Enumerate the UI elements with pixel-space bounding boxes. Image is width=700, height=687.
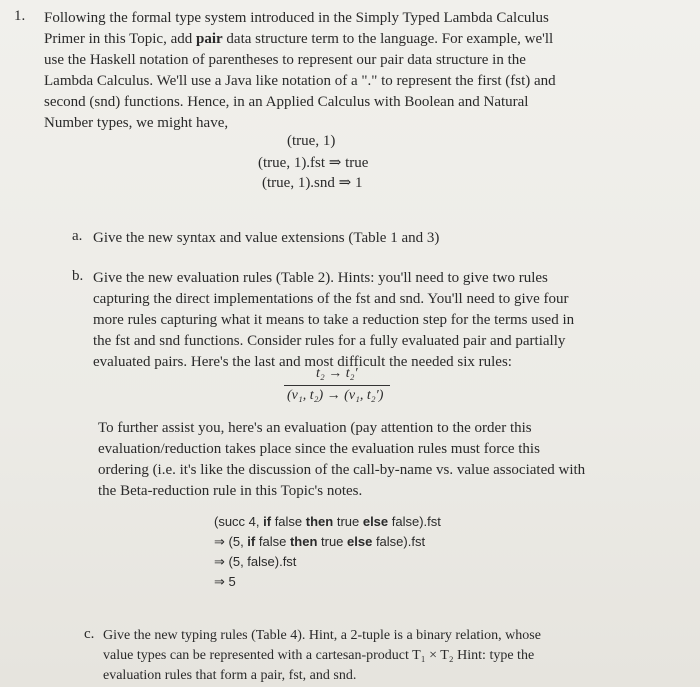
eval-step-3: ⇒ (5, false).fst xyxy=(214,554,297,569)
evaluation-steps xyxy=(214,512,441,592)
part-c-text xyxy=(103,626,541,686)
question-intro xyxy=(44,8,664,134)
part-b-line-4: the fst and snd functions. Consider rules for a fully evaluated pair and partially xyxy=(93,333,566,349)
bold-pair: pair xyxy=(196,31,223,47)
eval-step-1: (succ 4, if false then true else false).fst xyxy=(214,514,441,529)
eval-step-2: ⇒ (5, if false then true else false).fst xyxy=(214,534,426,549)
part-b-letter: b. xyxy=(72,268,84,284)
part-c-line-3: evaluation rules that form a pair, fst, and snd. xyxy=(103,668,357,683)
intro-line-4: Lambda Calculus. We'll use a Java like notation of a "." to represent the first (fst) and xyxy=(44,73,556,89)
intro-line-3: use the Haskell notation of parentheses to represent our pair data structure in the xyxy=(44,52,526,68)
rule-premise: t₂ → t₂′ xyxy=(316,366,358,381)
eval-step-4: ⇒ 5 xyxy=(214,574,236,589)
part-b-line-2: capturing the direct implementations of the fst and snd. You'll need to give four xyxy=(93,291,569,307)
assist-line-3: ordering (i.e. it's like the discussion of the call-by-name vs. value associated with xyxy=(98,462,586,478)
assist-line-1: To further assist you, here's an evaluation (pay attention to the order this xyxy=(98,420,532,436)
part-c-line-1: Give the new typing rules (Table 4). Hint, a 2-tuple is a binary relation, whose xyxy=(103,628,541,643)
question-number: 1. xyxy=(14,8,26,24)
intro-line-5: second (snd) functions. Hence, in an Applied Calculus with Boolean and Natural xyxy=(44,94,529,110)
assist-text xyxy=(98,418,585,502)
intro-line-1: Following the formal type system introduced in the Simply Typed Lambda Calculus xyxy=(44,10,549,26)
intro-line-2: Primer in this Topic, add pair data structure term to the language. For example, we'll xyxy=(44,31,554,47)
example-fst: (true, 1).fst ⇒ true xyxy=(258,155,369,171)
part-a-letter: a. xyxy=(72,228,83,244)
part-b-line-1: Give the new evaluation rules (Table 2). Hints: you'll need to give two rules xyxy=(93,270,548,286)
part-b-text xyxy=(93,268,574,373)
part-a-text: Give the new syntax and value extensions (Table 1 and 3) xyxy=(93,230,440,246)
example-pair: (true, 1) xyxy=(287,133,336,149)
assist-line-4: the Beta-reduction rule in this Topic's notes. xyxy=(98,483,363,499)
rule-conclusion: (v₁, t₂) → (v₁, t₂′) xyxy=(287,388,384,403)
part-c-letter: c. xyxy=(84,626,95,642)
example-snd: (true, 1).snd ⇒ 1 xyxy=(262,175,363,191)
part-b-line-3: more rules capturing what it means to take a reduction step for the terms used in xyxy=(93,312,575,328)
part-c-line-2: value types can be represented with a cartesan-product T₁ × T₂ Hint: type the xyxy=(103,648,535,663)
intro-line-6: Number types, we might have, xyxy=(44,115,229,131)
rule-line xyxy=(284,385,390,386)
part-b-line-5: evaluated pairs. Here's the last and most difficult the needed six rules: xyxy=(93,354,512,370)
assist-line-2: evaluation/reduction takes place since the evaluation rules must force this xyxy=(98,441,540,457)
